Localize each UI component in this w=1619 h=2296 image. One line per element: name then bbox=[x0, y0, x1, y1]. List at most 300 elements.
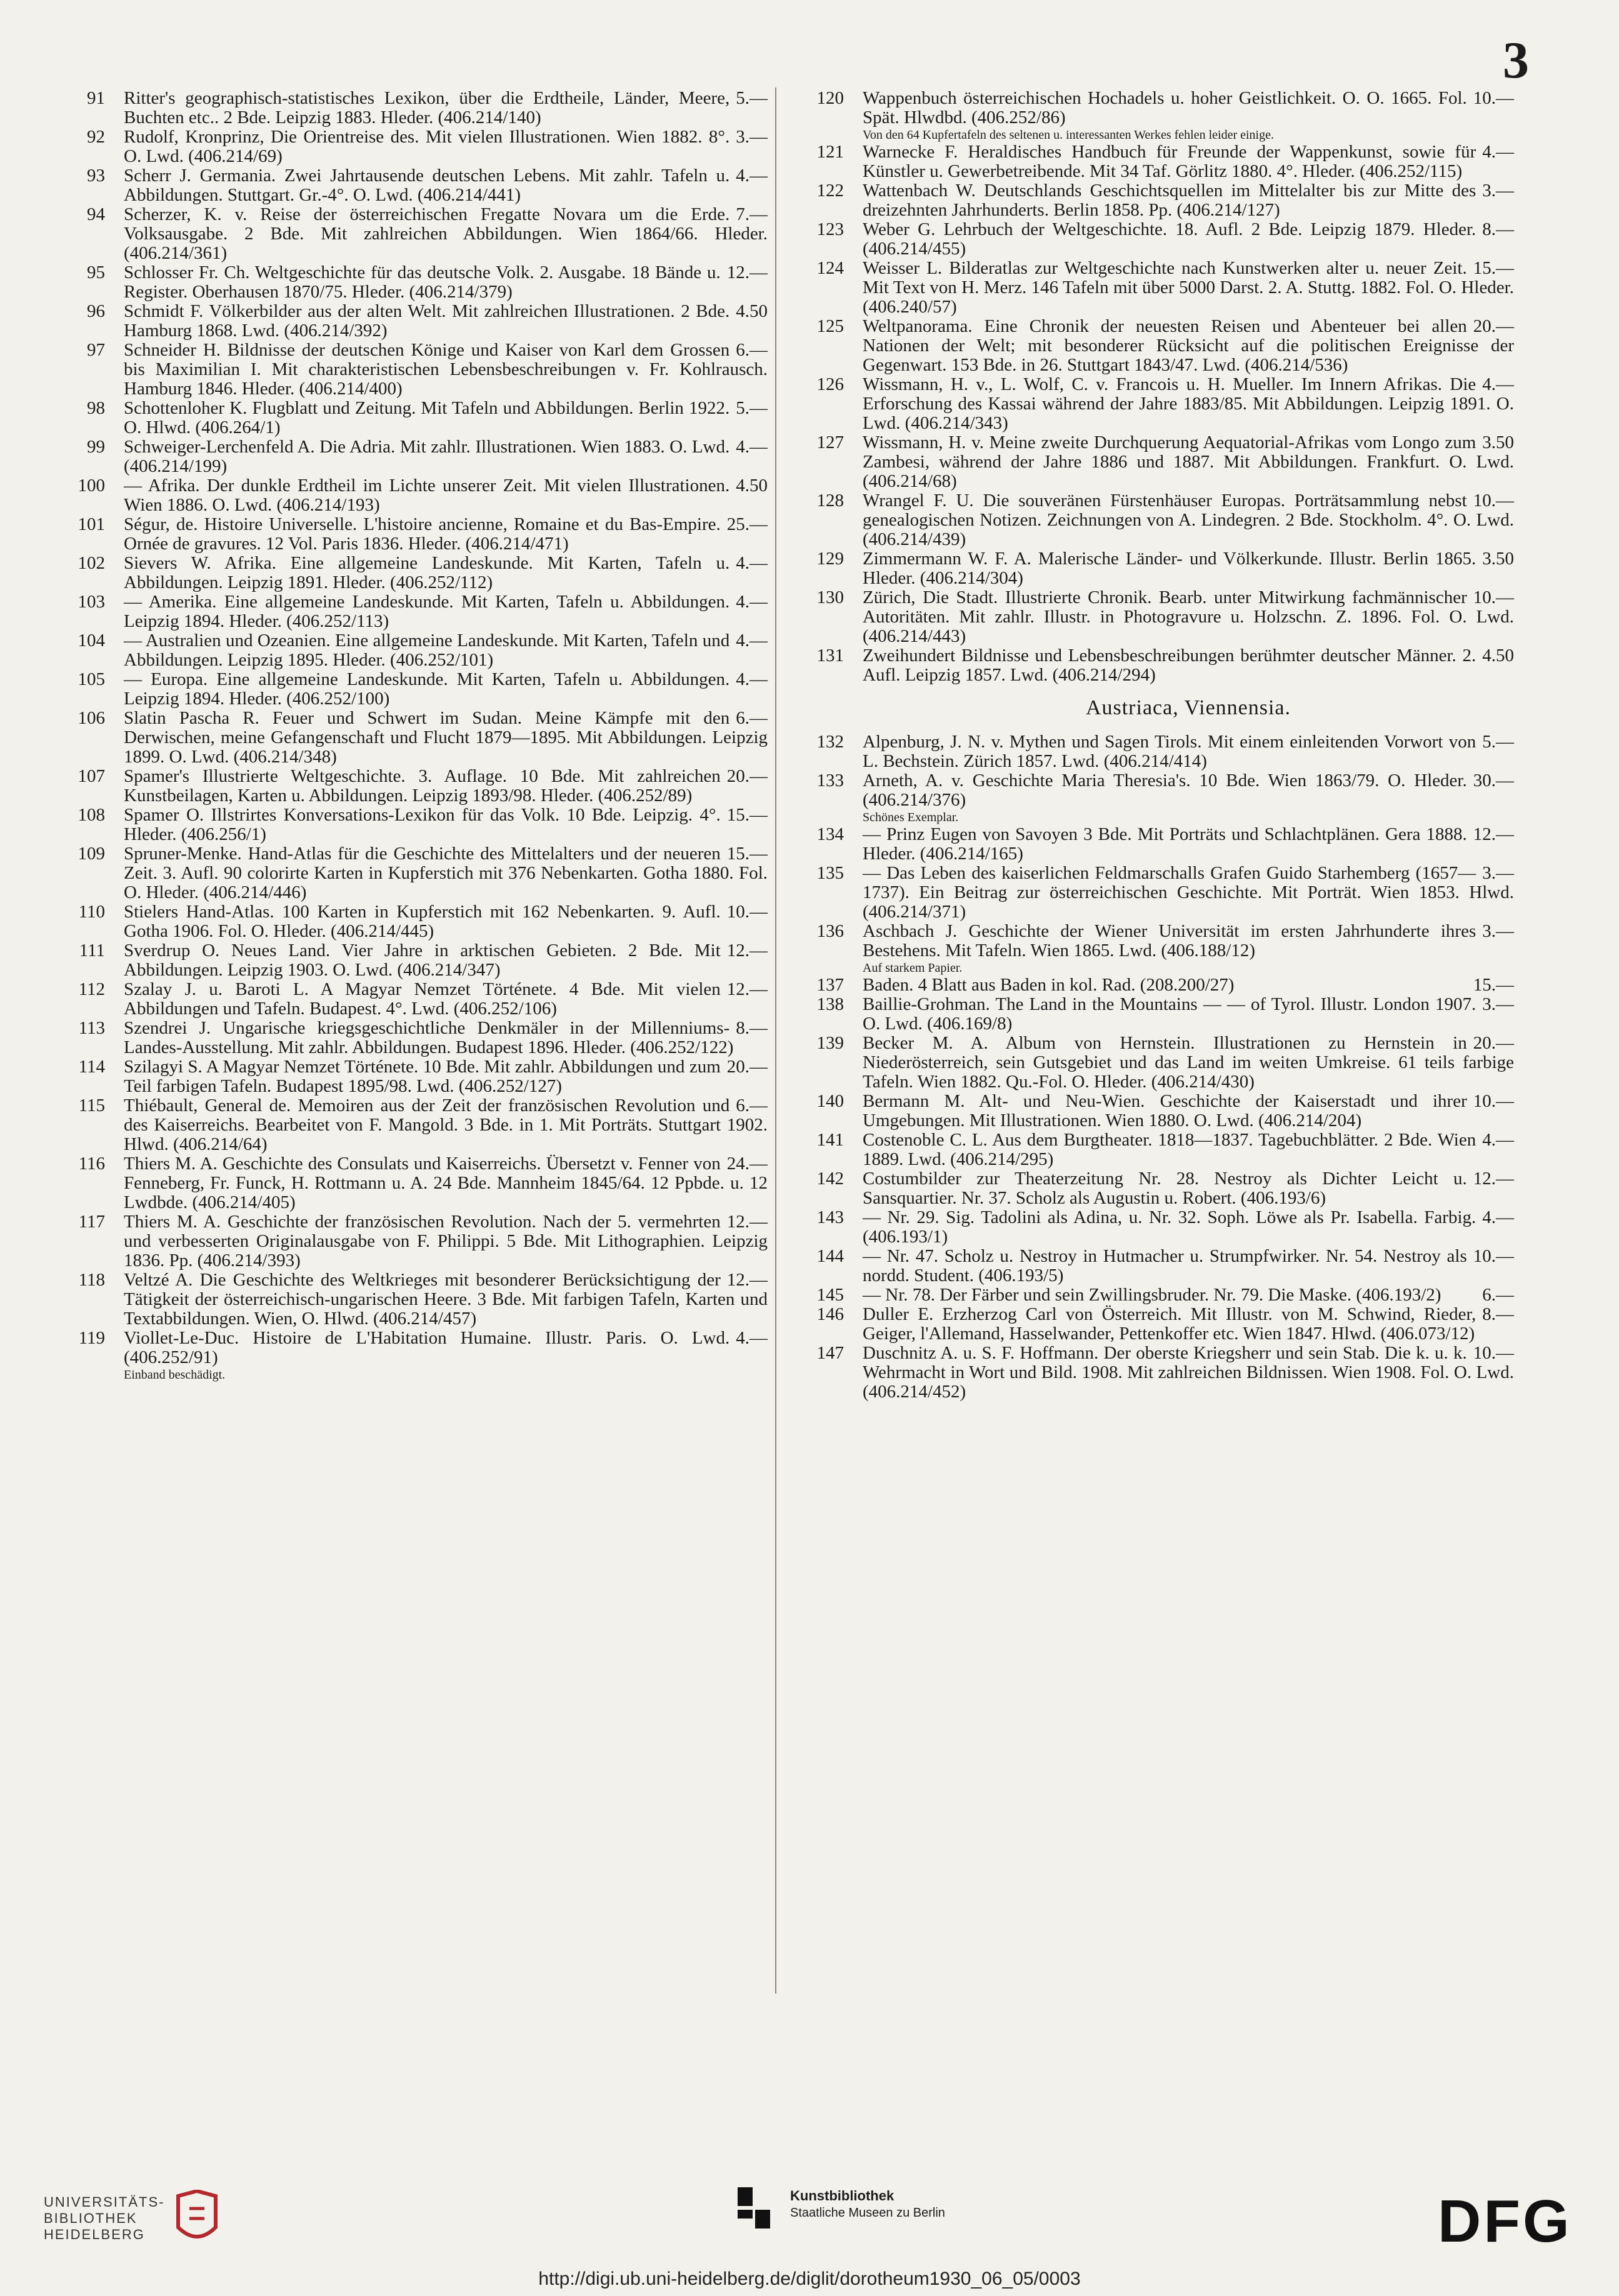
entry-price: 4.— bbox=[1482, 374, 1514, 394]
entry-body bbox=[863, 549, 1514, 588]
entry-number: 147 bbox=[816, 1343, 844, 1363]
catalog-entry bbox=[50, 554, 768, 592]
entry-price: 30.— bbox=[1473, 771, 1514, 791]
entry-number: 129 bbox=[816, 549, 844, 569]
entry-number: 107 bbox=[78, 766, 105, 786]
entry-number: 104 bbox=[78, 631, 105, 651]
entry-price: 15.— bbox=[1473, 975, 1514, 995]
catalog-entry bbox=[50, 1019, 768, 1057]
kunstbibliothek-logo[interactable] bbox=[738, 2187, 945, 2229]
entry-number: 128 bbox=[816, 491, 844, 511]
entry-body bbox=[863, 771, 1514, 810]
entry-body bbox=[124, 941, 768, 980]
entry-number: 100 bbox=[78, 476, 105, 496]
entry-text: Zweihundert Bildnisse und Lebensbeschreibungen berühmter deutscher Männer. 2. Aufl. Leipzig 1857. Lwd. (406.214/294) bbox=[863, 646, 1476, 685]
entry-text: — Australien und Ozeanien. Eine allgemeine Landeskunde. Mit Karten, Tafeln und Abbildungen. Leipzig 1895. Hleder. (406.252/101) bbox=[124, 631, 730, 670]
entry-price: 15.— bbox=[726, 805, 768, 825]
entry-body bbox=[124, 554, 768, 592]
entry-body bbox=[124, 767, 768, 806]
entry-price: 3.— bbox=[1482, 181, 1514, 201]
entry-number: 139 bbox=[816, 1033, 844, 1053]
entry-price: 24.— bbox=[726, 1154, 768, 1174]
catalog-entry bbox=[789, 995, 1514, 1034]
entry-number: 106 bbox=[78, 708, 105, 728]
catalog-entry bbox=[789, 864, 1514, 922]
entry-body bbox=[863, 1247, 1514, 1285]
dfg-logo[interactable]: DFG bbox=[1438, 2188, 1572, 2255]
entry-text: Schneider H. Bildnisse der deutschen Könige und Kaiser von Karl dem Grossen bis Maximilian I. Mit charakteristischen Lebensbeschreibungen v. Fr. Kohlrausch. Hamburg 1846. Hleder. (406.214/400) bbox=[124, 340, 768, 399]
entry-price: 20.— bbox=[726, 766, 768, 786]
entry-note: Von den 64 Kupfertafeln des seltenen u. interessanten Werkes fehlen leider einige. bbox=[863, 128, 1274, 142]
entry-body bbox=[124, 302, 768, 341]
entry-body bbox=[863, 375, 1514, 433]
catalog-entry bbox=[50, 399, 768, 437]
catalog-entry bbox=[789, 1247, 1514, 1285]
entry-price: 25.— bbox=[726, 514, 768, 534]
entry-number: 99 bbox=[87, 437, 105, 457]
column-divider bbox=[775, 87, 776, 1994]
entry-text: Spamer's Illustrierte Weltgeschichte. 3. Auflage. 10 Bde. Mit zahlreichen Kunstbeilagen, Karten u. Abbildungen. Leipzig 1893/98. Hleder. (406.252/89) bbox=[124, 766, 721, 806]
entry-text: Szilagyi S. A Magyar Nemzet Története. 10 Bde. Mit zahlr. Abbildungen und zum Teil farbigen Tafeln. Budapest 1895/98. Lwd. (406.252/127) bbox=[124, 1057, 721, 1096]
entry-text: — Afrika. Der dunkle Erdtheil im Lichte unserer Zeit. Mit vielen Illustrationen. Wien 1886. O. Lwd. (406.214/193) bbox=[124, 476, 730, 515]
entry-number: 123 bbox=[816, 219, 844, 239]
entry-text: — Das Leben des kaiserlichen Feldmarschalls Grafen Guido Starhemberg (1657—1737). Ein Beitrag zur österreichischen Geschichte. Mit Porträt. Wien 1853. Hlwd. (406.214/371) bbox=[863, 863, 1514, 922]
entry-text: Sievers W. Afrika. Eine allgemeine Landeskunde. Mit Karten, Tafeln u. Abbildungen. Leipzig 1891. Hleder. (406.252/112) bbox=[124, 553, 730, 592]
entry-text: Thiers M. A. Geschichte der französischen Revolution. Nach der 5. vermehrten und verbesserten Originalausgabe von F. Philippi. 5 Bde. Mit Lithographien. Leipzig 1836. Pp. (406.214/393) bbox=[124, 1212, 768, 1270]
museum-name: Staatliche Museen zu Berlin bbox=[790, 2206, 945, 2220]
entry-body bbox=[863, 825, 1514, 864]
entry-number: 96 bbox=[87, 301, 105, 321]
entry-number: 141 bbox=[816, 1130, 844, 1150]
entry-text: Spamer O. Illstrirtes Konversations-Lexikon für das Volk. 10 Bde. Leipzig. 4°. Hleder. (406.256/1) bbox=[124, 805, 721, 844]
entry-body bbox=[863, 1092, 1514, 1131]
entry-number: 95 bbox=[87, 262, 105, 282]
entry-body bbox=[124, 670, 768, 709]
entry-number: 105 bbox=[78, 669, 105, 689]
footer bbox=[0, 2169, 1619, 2296]
entry-number: 127 bbox=[816, 432, 844, 452]
left-column bbox=[50, 89, 768, 1382]
entry-text: Warnecke F. Heraldisches Handbuch für Freunde der Wappenkunst, sowie für Künstler u. Gewerbetreibende. Mit 34 Taf. Görlitz 1880. 4°. Hleder. (406.252/115) bbox=[863, 142, 1476, 181]
catalog-entry bbox=[50, 670, 768, 709]
entry-text: Slatin Pascha R. Feuer und Schwert im Sudan. Meine Kämpfe mit den Derwischen, meine Gefangenschaft und Flucht 1879—1895. Mit Abbildungen. Leipzig 1899. O. Lwd. (406.214/348) bbox=[124, 708, 768, 767]
catalog-entry bbox=[789, 491, 1514, 549]
entry-number: 121 bbox=[816, 142, 844, 162]
entry-number: 146 bbox=[816, 1304, 844, 1324]
entry-number: 144 bbox=[816, 1246, 844, 1266]
catalog-entry bbox=[789, 771, 1514, 810]
entry-price: 6.— bbox=[736, 708, 768, 728]
catalog-entry bbox=[789, 588, 1514, 646]
entry-body bbox=[124, 399, 768, 437]
entry-number: 97 bbox=[87, 340, 105, 360]
entry-price: 20.— bbox=[1473, 1033, 1514, 1053]
entry-number: 101 bbox=[78, 514, 105, 534]
catalog-entry bbox=[50, 302, 768, 341]
entry-price: 12.— bbox=[726, 1270, 768, 1290]
entry-body bbox=[124, 205, 768, 263]
entry-body bbox=[863, 259, 1514, 317]
entry-number: 117 bbox=[78, 1212, 105, 1232]
entry-price: 4.50 bbox=[1482, 646, 1514, 666]
catalog-entry bbox=[789, 89, 1514, 127]
right-entries-general bbox=[789, 89, 1514, 685]
catalog-entry bbox=[789, 1092, 1514, 1131]
entry-body bbox=[863, 220, 1514, 259]
entry-price: 3.50 bbox=[1482, 432, 1514, 452]
entry-text: — Nr. 78. Der Färber und sein Zwillingsbruder. Nr. 79. Die Maske. (406.193/2) bbox=[863, 1285, 1441, 1305]
catalog-entry bbox=[789, 825, 1514, 864]
entry-text: Viollet-Le-Duc. Histoire de L'Habitation Humaine. Illustr. Paris. O. Lwd. (406.252/91) bbox=[124, 1328, 730, 1367]
entry-body bbox=[863, 976, 1514, 995]
catalog-entry bbox=[789, 1285, 1514, 1305]
catalog-entry bbox=[789, 922, 1514, 961]
entry-body bbox=[124, 89, 768, 127]
entry-text: Wattenbach W. Deutschlands Geschichtsquellen im Mittelalter bis zur Mitte des dreizehnten Jahrhunderts. Berlin 1858. Pp. (406.214/127) bbox=[863, 181, 1476, 220]
entry-price: 10.— bbox=[1473, 1091, 1514, 1111]
entry-body bbox=[863, 433, 1514, 491]
entry-body bbox=[863, 491, 1514, 549]
entry-text: Alpenburg, J. N. v. Mythen und Sagen Tirols. Mit einem einleitenden Vorwort von L. Bechstein. Zürich 1857. Lwd. (406.214/414) bbox=[863, 732, 1476, 771]
catalog-entry bbox=[789, 1169, 1514, 1208]
catalog-entry bbox=[50, 844, 768, 902]
entry-body bbox=[124, 1096, 768, 1154]
entry-text: Stielers Hand-Atlas. 100 Karten in Kupferstich mit 162 Nebenkarten. 9. Aufl. Gotha 1906. Fol. O. Hleder. (406.214/445) bbox=[124, 902, 721, 941]
section-heading: Austriaca, Viennensia. bbox=[1085, 696, 1291, 719]
right-entries-austriaca bbox=[789, 732, 1514, 1402]
entry-text: — Nr. 29. Sig. Tadolini als Adina, u. Nr. 32. Soph. Löwe als Pr. Isabella. Farbig. (406.193/1) bbox=[863, 1207, 1476, 1247]
catalog-entry bbox=[50, 127, 768, 166]
entry-body bbox=[124, 592, 768, 631]
entry-text: Ritter's geographisch-statistisches Lexikon, über die Erdtheile, Länder, Meere, Buchten etc.. 2 Bde. Leipzig 1883. Hleder. (406.214/140) bbox=[124, 88, 730, 127]
catalog-entry bbox=[50, 1057, 768, 1096]
entry-number: 115 bbox=[78, 1096, 105, 1116]
entry-text: Weltpanorama. Eine Chronik der neuesten Reisen und Abenteuer bei allen Nationen der Welt; mit besonderer Rücksicht auf die politischen Ereignisse der Gegenwart. 153 Bde. in 26. Stuttgart 1843/47. Lwd. (406.214/536) bbox=[863, 316, 1514, 375]
entry-price: 4.— bbox=[736, 631, 768, 651]
source-url[interactable]: http://digi.ub.uni-heidelberg.de/diglit/dorotheum1930_06_05/0003 bbox=[538, 2269, 1081, 2289]
entry-body bbox=[863, 317, 1514, 375]
entry-price: 3.— bbox=[1482, 921, 1514, 941]
catalog-entry bbox=[789, 433, 1514, 491]
entry-price: 15.— bbox=[1473, 258, 1514, 278]
entry-number: 135 bbox=[816, 863, 844, 883]
university-seal-icon bbox=[172, 2190, 222, 2247]
entry-body bbox=[863, 181, 1514, 220]
entry-price: 12.— bbox=[726, 262, 768, 282]
entry-text: Bermann M. Alt- und Neu-Wien. Geschichte der Kaiserstadt und ihrer Umgebungen. Mit Illustrationen. Wien 1880. O. Lwd. (406.214/204) bbox=[863, 1091, 1467, 1131]
entry-number: 110 bbox=[78, 902, 105, 922]
entry-text: Spruner-Menke. Hand-Atlas für die Geschichte des Mittelalters und der neueren Zeit. 3. Aufl. 90 colorirte Karten in Kupferstich mit 376 Nebenkarten. Gotha 1880. Fol. O. Hleder. (406.214/446) bbox=[124, 844, 768, 902]
entry-body bbox=[863, 1305, 1514, 1344]
entry-text: Scherzer, K. v. Reise der österreichischen Fregatte Novara um die Erde. Volksausgabe. 2 Bde. Mit zahlreichen Abbildungen. Wien 1864/66. Hleder. (406.214/361) bbox=[124, 204, 768, 263]
entry-number: 133 bbox=[816, 771, 844, 791]
entry-text: Wissmann, H. v. Meine zweite Durchquerung Aequatorial-Afrikas vom Longo zum Zambesi, während der Jahre 1886 und 1887. Mit Abbildungen. Frankfurt. O. Lwd. (406.214/68) bbox=[863, 432, 1514, 491]
entry-body bbox=[124, 1154, 768, 1212]
entry-number: 140 bbox=[816, 1091, 844, 1111]
entry-price: 4.— bbox=[736, 669, 768, 689]
entry-text: Szalay J. u. Baroti L. A Magyar Nemzet Története. 4 Bde. Mit vielen Abbildungen und Tafeln. Budapest. 4°. Lwd. (406.252/106) bbox=[124, 979, 721, 1019]
catalog-entry bbox=[789, 646, 1514, 685]
entry-price: 3.— bbox=[736, 127, 768, 147]
entry-text: Schottenloher K. Flugblatt und Zeitung. Mit Tafeln und Abbildungen. Berlin 1922. O. Hlwd. (406.264/1) bbox=[124, 398, 730, 437]
entry-price: 10.— bbox=[1473, 491, 1514, 511]
entry-body bbox=[124, 902, 768, 941]
university-library-logo[interactable] bbox=[44, 2190, 222, 2247]
entry-price: 5.— bbox=[1482, 732, 1514, 752]
catalog-entry bbox=[789, 142, 1514, 181]
entry-text: Veltzé A. Die Geschichte des Weltkrieges mit besonderer Berücksichtigung der Tätigkeit der österreichisch-ungarischen Heere. 3 Bde. Mit farbigen Tafeln, Karten und Textabbildungen. Wien, O. Hlwd. (406.214/457) bbox=[124, 1270, 768, 1329]
entry-price: 6.— bbox=[736, 1096, 768, 1116]
entry-body bbox=[863, 1285, 1514, 1305]
entry-price: 10.— bbox=[1473, 1343, 1514, 1363]
entry-text: Ségur, de. Histoire Universelle. L'histoire ancienne, Romaine et du Bas-Empire. Ornée de gravures. 12 Vol. Paris 1836. Hleder. (406.214/471) bbox=[124, 514, 721, 554]
entry-number: 134 bbox=[816, 824, 844, 844]
entry-text: Baden. 4 Blatt aus Baden in kol. Rad. (208.200/27) bbox=[863, 975, 1235, 995]
entry-body bbox=[863, 1169, 1514, 1208]
entry-text: Becker M. A. Album von Hernstein. Illustrationen zu Hernstein in Niederösterreich, sein Gutsgebiet und das Land im weiten Umkreise. 61 teils farbige Tafeln. Wien 1882. Qu.-Fol. O. Hleder. (406.214/430) bbox=[863, 1033, 1514, 1092]
entry-price: 8.— bbox=[1482, 1304, 1514, 1324]
entry-number: 112 bbox=[78, 979, 105, 999]
catalog-entry bbox=[789, 375, 1514, 433]
catalog-entry bbox=[50, 592, 768, 631]
entry-number: 114 bbox=[78, 1057, 105, 1077]
entry-price: 8.— bbox=[1482, 219, 1514, 239]
entry-price: 4.— bbox=[736, 553, 768, 573]
entry-body bbox=[863, 995, 1514, 1034]
entry-body bbox=[863, 142, 1514, 181]
entry-number: 142 bbox=[816, 1169, 844, 1189]
entry-body bbox=[863, 89, 1514, 127]
entry-body bbox=[863, 732, 1514, 771]
catalog-entry bbox=[789, 220, 1514, 259]
entry-price: 8.— bbox=[736, 1018, 768, 1038]
entry-price: 3.— bbox=[1482, 863, 1514, 883]
entry-text: Schweiger-Lerchenfeld A. Die Adria. Mit zahlr. Illustrationen. Wien 1883. O. Lwd. (406.214/199) bbox=[124, 437, 730, 476]
catalog-entry bbox=[50, 263, 768, 302]
entry-number: 126 bbox=[816, 374, 844, 394]
entry-number: 124 bbox=[816, 258, 844, 278]
entry-price: 12.— bbox=[1473, 824, 1514, 844]
entry-body bbox=[124, 166, 768, 205]
entry-price: 6.— bbox=[736, 340, 768, 360]
entry-body bbox=[124, 476, 768, 515]
catalog-entry bbox=[50, 205, 768, 263]
entry-text: Schlosser Fr. Ch. Weltgeschichte für das deutsche Volk. 2. Ausgabe. 18 Bände u. Register. Oberhausen 1870/75. Hleder. (406.214/379) bbox=[124, 262, 721, 302]
catalog-entry bbox=[789, 976, 1514, 995]
page-number: 3 bbox=[1503, 31, 1529, 89]
entry-text: Costenoble C. L. Aus dem Burgtheater. 1818—1837. Tagebuchblätter. 2 Bde. Wien 1889. Lwd. (406.214/295) bbox=[863, 1130, 1476, 1169]
entry-price: 12.— bbox=[726, 979, 768, 999]
catalog-entry bbox=[50, 1154, 768, 1212]
entry-number: 125 bbox=[816, 316, 844, 336]
entry-body bbox=[124, 709, 768, 767]
entry-number: 111 bbox=[79, 941, 105, 961]
catalog-entry bbox=[789, 1131, 1514, 1169]
entry-number: 138 bbox=[816, 994, 844, 1014]
entry-text: Scherr J. Germania. Zwei Jahrtausende deutschen Lebens. Mit zahlr. Tafeln u. Abbildungen. Stuttgart. Gr.-4°. O. Lwd. (406.214/441) bbox=[124, 166, 730, 205]
entry-text: Schmidt F. Völkerbilder aus der alten Welt. Mit zahlreichen Illustrationen. 2 Bde. Hamburg 1868. Lwd. (406.214/392) bbox=[124, 301, 730, 341]
entry-text: Weber G. Lehrbuch der Weltgeschichte. 18. Aufl. 2 Bde. Leipzig 1879. Hleder. (406.214/455) bbox=[863, 219, 1476, 259]
entry-price: 4.— bbox=[1482, 1130, 1514, 1150]
entry-price: 6.— bbox=[1482, 1285, 1514, 1305]
catalog-entry bbox=[50, 476, 768, 515]
entry-number: 92 bbox=[87, 127, 105, 147]
entry-text: Sverdrup O. Neues Land. Vier Jahre in arktischen Gebieten. 2 Bde. Mit Abbildungen. Leipzig 1903. O. Lwd. (406.214/347) bbox=[124, 941, 721, 980]
entry-note: Schönes Exemplar. bbox=[863, 811, 959, 824]
entry-note: Auf starkem Papier. bbox=[863, 961, 963, 975]
catalog-entry bbox=[789, 181, 1514, 220]
entry-number: 91 bbox=[87, 88, 105, 108]
entry-text: Duschnitz A. u. S. F. Hoffmann. Der oberste Kriegsherr und sein Stab. Die k. u. k. Wehrmacht in Wort und Bild. 1908. Mit zahlreichen Bildnissen. Wien 1908. Fol. O. Lwd. (406.214/452) bbox=[863, 1343, 1514, 1402]
catalog-entry bbox=[789, 317, 1514, 375]
entry-body bbox=[863, 646, 1514, 685]
entry-text: Thiébault, General de. Memoiren aus der Zeit der französischen Revolution und des Kaiserreichs. Bearbeitet von F. Mangold. 3 Bde. in 1. Mit Porträts. Stuttgart 1902. Hlwd. (406.214/64) bbox=[124, 1096, 768, 1154]
entry-text: Szendrei J. Ungarische kriegsgeschichtliche Denkmäler in der Millenniums-Landes-Ausstellung. Mit zahlr. Abbildungen. Budapest 1896. Hleder. (406.252/122) bbox=[124, 1018, 734, 1057]
entry-body bbox=[124, 1329, 768, 1367]
entry-number: 109 bbox=[78, 844, 105, 864]
catalog-entry bbox=[789, 1034, 1514, 1092]
entry-text: — Prinz Eugen von Savoyen 3 Bde. Mit Porträts und Schlachtplänen. Gera 1888. Hleder. (406.214/165) bbox=[863, 824, 1467, 864]
entry-body bbox=[124, 844, 768, 902]
museum-mark-icon bbox=[738, 2187, 773, 2229]
entry-price: 4.50 bbox=[736, 476, 768, 496]
entry-price: 20.— bbox=[1473, 316, 1514, 336]
entry-body bbox=[124, 1019, 768, 1057]
catalog-entry bbox=[50, 980, 768, 1019]
entry-text: — Amerika. Eine allgemeine Landeskunde. Mit Karten, Tafeln u. Abbildungen. Leipzig 1894. Hleder. (406.252/113) bbox=[124, 592, 730, 631]
catalog-entry bbox=[50, 1270, 768, 1329]
entry-body bbox=[124, 1270, 768, 1329]
entry-number: 103 bbox=[78, 592, 105, 612]
uni-line-2: BIBLIOTHEK bbox=[44, 2210, 138, 2226]
entry-text: — Nr. 47. Scholz u. Nestroy in Hutmacher u. Strumpfwirker. Nr. 54. Nestroy als nordd. Student. (406.193/5) bbox=[863, 1246, 1467, 1285]
kunstbibliothek-name: Kunstbibliothek bbox=[790, 2188, 895, 2204]
entry-text: Thiers M. A. Geschichte des Consulats und Kaiserreichs. Übersetzt v. Fenner von Fenneberg, Fr. Funck, H. Rottmann u. A. 24 Bde. Mannheim 1845/64. 12 Ppbde. u. 12 Lwdbde. (406.214/405) bbox=[124, 1154, 768, 1212]
entry-number: 137 bbox=[816, 975, 844, 995]
catalog-entry bbox=[50, 89, 768, 127]
catalog-entry bbox=[789, 259, 1514, 317]
entry-price: 12.— bbox=[726, 941, 768, 961]
entry-text: Wrangel F. U. Die souveränen Fürstenhäuser Europas. Porträtsammlung nebst genealogischen Notizen. Zeichnungen von A. Lindegren. 2 Bde. Stockholm. 4°. O. Lwd. (406.214/439) bbox=[863, 491, 1514, 549]
entry-body bbox=[124, 341, 768, 399]
entry-price: 4.— bbox=[736, 592, 768, 612]
entry-body bbox=[124, 515, 768, 554]
entry-price: 20.— bbox=[726, 1057, 768, 1077]
entry-price: 10.— bbox=[726, 902, 768, 922]
entry-body bbox=[863, 864, 1514, 922]
catalog-entry bbox=[789, 549, 1514, 588]
entry-price: 10.— bbox=[1473, 587, 1514, 607]
catalog-entry bbox=[50, 767, 768, 806]
entry-text: Weisser L. Bilderatlas zur Weltgeschichte nach Kunstwerken alter u. neuer Zeit. Mit Text von H. Merz. 146 Tafeln mit über 5000 Darst. 2. A. Stuttg. 1882. Fol. O. Hleder. (406.240/57) bbox=[863, 258, 1514, 317]
entry-number: 145 bbox=[816, 1285, 844, 1305]
entry-text: Zürich, Die Stadt. Illustrierte Chronik. Bearb. unter Mitwirkung fachmännischer Autoritäten. Mit zahlr. Illustr. in Photogravure u. Holzschn. Z. 1896. Fol. O. Lwd. (406.214/443) bbox=[863, 587, 1514, 646]
catalog-entry bbox=[50, 166, 768, 205]
entry-body bbox=[124, 263, 768, 302]
entry-price: 10.— bbox=[1473, 88, 1514, 108]
entry-body bbox=[124, 631, 768, 670]
entry-text: Arneth, A. v. Geschichte Maria Theresia's. 10 Bde. Wien 1863/79. O. Hleder. (406.214/376) bbox=[863, 771, 1467, 810]
catalog-entry bbox=[50, 941, 768, 980]
entry-number: 132 bbox=[816, 732, 844, 752]
entry-number: 116 bbox=[78, 1154, 105, 1174]
university-library-name bbox=[44, 2194, 164, 2243]
catalog-entry bbox=[50, 631, 768, 670]
entry-body bbox=[863, 1034, 1514, 1092]
entry-number: 94 bbox=[87, 204, 105, 224]
entry-text: — Europa. Eine allgemeine Landeskunde. Mit Karten, Tafeln u. Abbildungen. Leipzig 1894. Hleder. (406.252/100) bbox=[124, 669, 730, 709]
entry-price: 5.— bbox=[736, 88, 768, 108]
entry-number: 113 bbox=[78, 1018, 105, 1038]
catalog-entry bbox=[50, 437, 768, 476]
entry-text: Wissmann, H. v., L. Wolf, C. v. Francois u. H. Mueller. Im Innern Afrikas. Die Erforschung des Kassai während der Jahre 1883/85. Mit Abbildungen. Leipzig 1891. O. Lwd. (406.214/343) bbox=[863, 374, 1514, 433]
entry-number: 136 bbox=[816, 921, 844, 941]
entry-price: 7.— bbox=[736, 204, 768, 224]
catalog-entry bbox=[50, 1329, 768, 1367]
entry-number: 122 bbox=[816, 181, 844, 201]
entry-price: 5.— bbox=[736, 398, 768, 418]
entry-body bbox=[124, 806, 768, 844]
entry-body bbox=[124, 437, 768, 476]
entry-text: Zimmermann W. F. A. Malerische Länder- und Völkerkunde. Illustr. Berlin 1865. Hleder. (406.214/304) bbox=[863, 549, 1476, 588]
entry-number: 120 bbox=[816, 88, 844, 108]
entry-price: 12.— bbox=[726, 1212, 768, 1232]
entry-body bbox=[124, 1057, 768, 1096]
entry-number: 93 bbox=[87, 166, 105, 186]
entry-price: 4.— bbox=[1482, 142, 1514, 162]
catalog-entry bbox=[50, 806, 768, 844]
entry-price: 12.— bbox=[1473, 1169, 1514, 1189]
entry-body bbox=[124, 1212, 768, 1270]
catalog-entry bbox=[789, 1305, 1514, 1344]
catalog-entry bbox=[789, 1344, 1514, 1402]
entry-text: Rudolf, Kronprinz, Die Orientreise des. Mit vielen Illustrationen. Wien 1882. 8°. O. Lwd. (406.214/69) bbox=[124, 127, 730, 166]
catalog-entry bbox=[50, 341, 768, 399]
entry-price: 4.— bbox=[736, 437, 768, 457]
entry-body bbox=[863, 922, 1514, 961]
entry-price: 15.— bbox=[726, 844, 768, 864]
entry-body bbox=[124, 127, 768, 166]
catalog-entry bbox=[789, 1208, 1514, 1247]
entry-body bbox=[124, 980, 768, 1019]
entry-number: 98 bbox=[87, 398, 105, 418]
catalog-entry bbox=[50, 1212, 768, 1270]
entry-price: 4.— bbox=[736, 1328, 768, 1348]
entry-price: 4.— bbox=[1482, 1207, 1514, 1227]
catalog-entry bbox=[789, 732, 1514, 771]
entry-number: 118 bbox=[78, 1270, 105, 1290]
entry-price: 4.— bbox=[736, 166, 768, 186]
entry-body bbox=[863, 1344, 1514, 1402]
entry-body bbox=[863, 1208, 1514, 1247]
catalog-entry bbox=[50, 1096, 768, 1154]
entry-body bbox=[863, 1131, 1514, 1169]
entry-text: Duller E. Erzherzog Carl von Österreich. Mit Illustr. von M. Schwind, Rieder, Geiger, l'Allemand, Hasselwander, Pettenkoffer etc. Wien 1847. Hlwd. (406.073/12) bbox=[863, 1304, 1476, 1344]
catalog-entry bbox=[50, 515, 768, 554]
entry-number: 131 bbox=[816, 646, 844, 666]
entry-price: 10.— bbox=[1473, 1246, 1514, 1266]
uni-line-1: UNIVERSITÄTS- bbox=[44, 2194, 165, 2210]
entry-price: 3.50 bbox=[1482, 549, 1514, 569]
entry-text: Baillie-Grohman. The Land in the Mountains — — of Tyrol. Illustr. London 1907. O. Lwd. (406.169/8) bbox=[863, 994, 1476, 1034]
entry-body bbox=[863, 588, 1514, 646]
entry-note: Einband beschädigt. bbox=[124, 1368, 226, 1382]
catalog-entry bbox=[50, 709, 768, 767]
entry-number: 143 bbox=[816, 1207, 844, 1227]
entry-number: 119 bbox=[78, 1328, 105, 1348]
right-column bbox=[789, 89, 1514, 1402]
entry-price: 3.— bbox=[1482, 994, 1514, 1014]
